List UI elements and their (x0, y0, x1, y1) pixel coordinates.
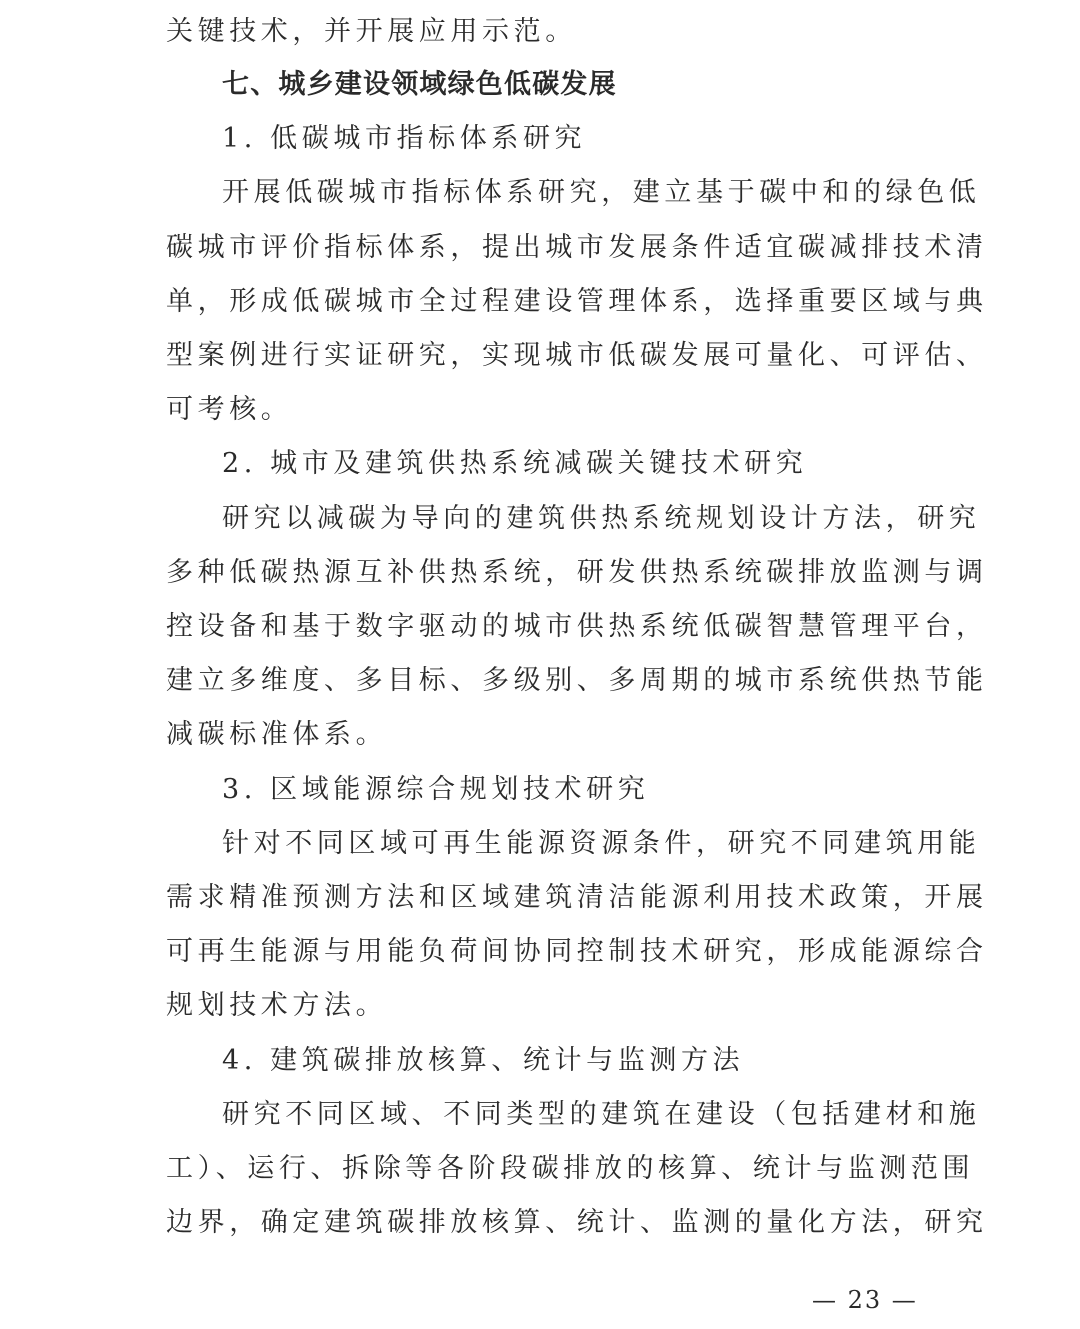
paragraph-line: 研究不同区域、不同类型的建筑在建设（包括建材和施 (222, 1099, 981, 1130)
subsection-heading: 3. 区域能源综合规划技术研究 (222, 774, 650, 805)
paragraph-line: 减碳标准体系。 (166, 719, 388, 750)
paragraph-line: 针对不同区域可再生能源资源条件，研究不同建筑用能 (222, 828, 981, 859)
paragraph-line: 需求精准预测方法和区域建筑清洁能源利用技术政策，开展 (166, 882, 988, 913)
paragraph-line: 开展低碳城市指标体系研究，建立基于碳中和的绿色低 (222, 177, 981, 208)
paragraph-line: 规划技术方法。 (166, 990, 388, 1021)
paragraph-line: 工）、运行、拆除等各阶段碳排放的核算、统计与监测范围 (166, 1153, 975, 1184)
paragraph-line: 单，形成低碳城市全过程建设管理体系，选择重要区域与典 (166, 286, 988, 317)
paragraph-line: 型案例进行实证研究，实现城市低碳发展可量化、可评估、 (166, 340, 988, 371)
paragraph-line: 控设备和基于数字驱动的城市供热系统低碳智慧管理平台， (166, 611, 988, 642)
paragraph-line: 可再生能源与用能负荷间协同控制技术研究，形成能源综合 (166, 936, 988, 967)
paragraph-line: 多种低碳热源互补供热系统，研发供热系统碳排放监测与调 (166, 557, 988, 588)
paragraph-line: 关键技术，并开展应用示范。 (166, 16, 577, 47)
paragraph-line: 边界，确定建筑碳排放核算、统计、监测的量化方法，研究 (166, 1207, 988, 1238)
section-heading: 七、城乡建设领域绿色低碳发展 (222, 69, 617, 100)
subsection-heading: 2. 城市及建筑供热系统减碳关键技术研究 (222, 448, 808, 479)
subsection-heading: 1. 低碳城市指标体系研究 (222, 123, 587, 154)
paragraph-line: 碳城市评价指标体系，提出城市发展条件适宜碳减排技术清 (166, 232, 988, 263)
paragraph-line: 可考核。 (166, 394, 293, 425)
paragraph-line: 建立多维度、多目标、多级别、多周期的城市系统供热节能 (166, 665, 988, 696)
subsection-heading: 4. 建筑碳排放核算、统计与监测方法 (222, 1045, 745, 1076)
paragraph-line: 研究以减碳为导向的建筑供热系统规划设计方法，研究 (222, 503, 981, 534)
page-number: — 23 — (812, 1286, 918, 1314)
